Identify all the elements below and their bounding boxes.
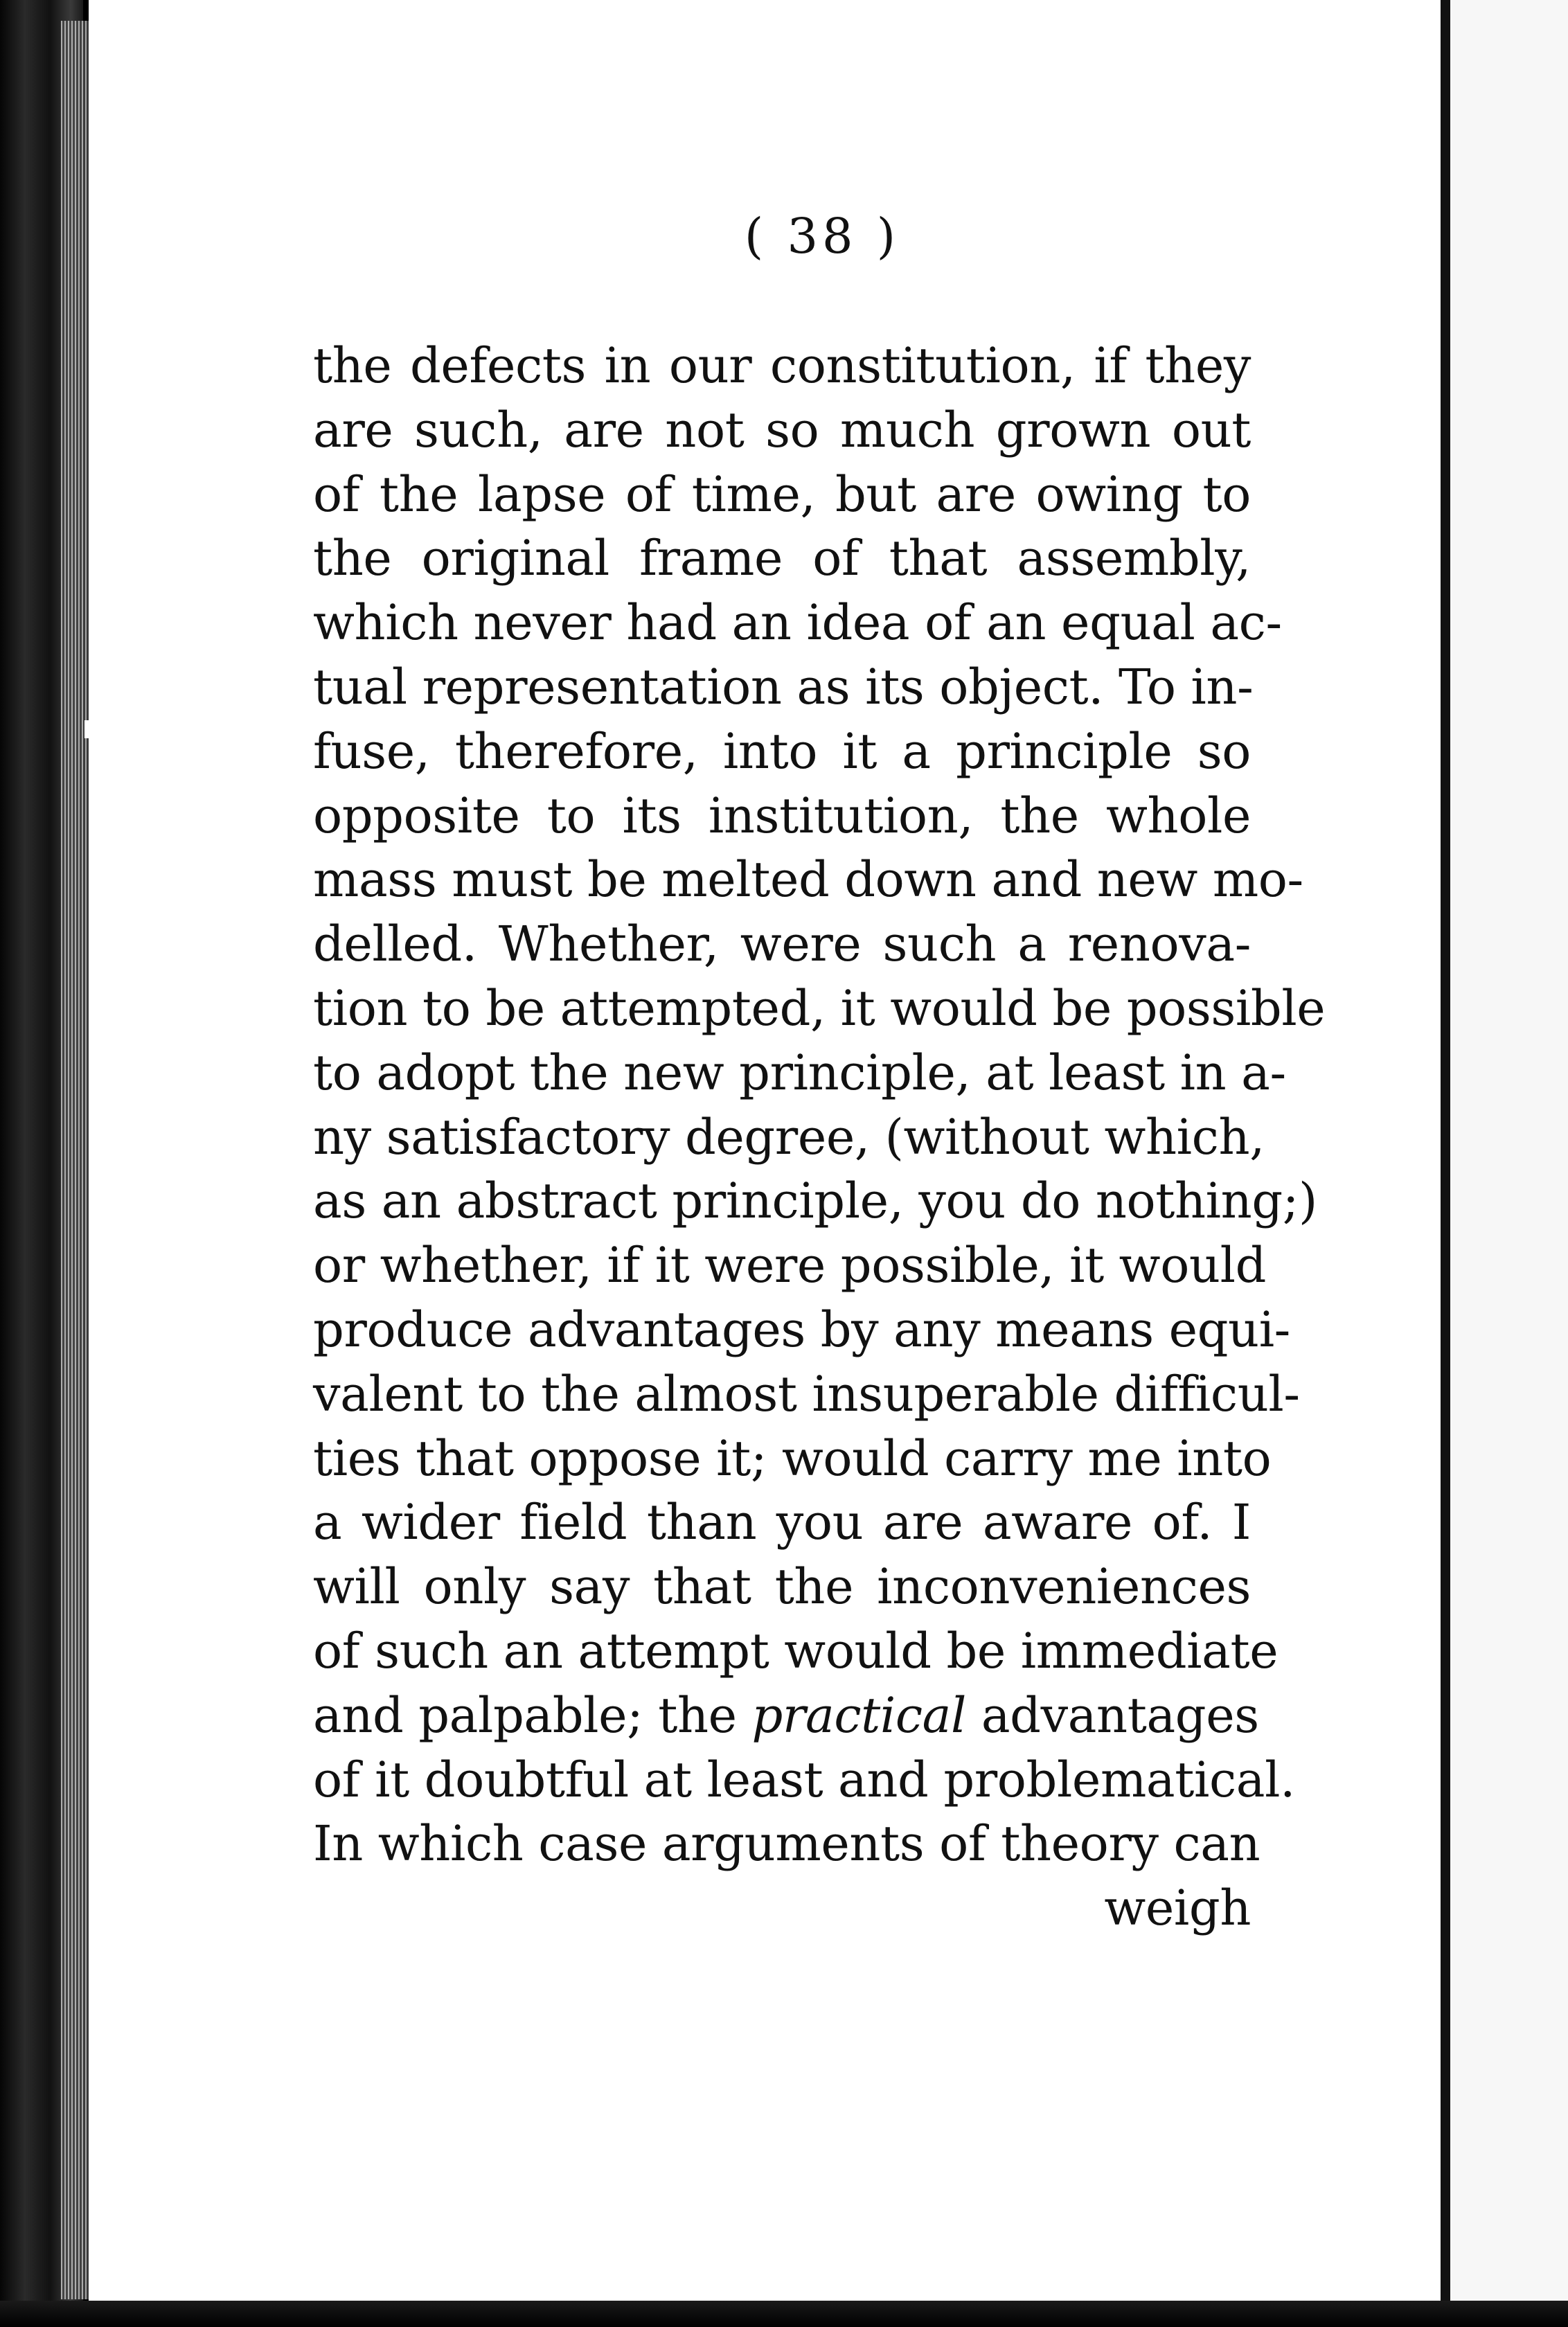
page-number <box>0 208 1568 265</box>
text-line: ties that oppose it; would carry me into <box>313 1429 1272 1487</box>
text-line: of the lapse of time, but are owing to <box>313 465 1251 523</box>
text-line: the original frame of that assembly, <box>313 530 1251 587</box>
text-line: or whether, if it were possible, it would <box>313 1237 1267 1294</box>
text-line: of it doubtful at least and problematical. <box>313 1751 1295 1808</box>
text-line: of such an attempt would be immediate <box>313 1622 1279 1679</box>
text-line: valent to the almost insuperable difficul- <box>313 1365 1300 1423</box>
body-text <box>313 334 1326 1941</box>
text-line: produce advantages by any means equi- <box>313 1301 1290 1358</box>
text-line: will only say that the inconveniences <box>313 1558 1251 1616</box>
text-line: are such, are not so much grown out <box>313 401 1251 458</box>
page-stack-edges <box>61 21 89 2299</box>
text-line: tual representation as its object. To in- <box>313 658 1254 715</box>
facing-page-edge <box>1450 0 1568 2313</box>
page-bottom-edge <box>0 2301 1568 2327</box>
text-line: fuse, therefore, into it a principle so <box>313 722 1251 780</box>
text-line: as an abstract principle, you do nothing;) <box>313 1173 1317 1230</box>
text-line: ny satisfactory degree, (without which, <box>313 1108 1265 1166</box>
catchword: weigh <box>1104 1880 1251 1937</box>
scan-speck <box>84 720 90 738</box>
text-segment: and palpable; the <box>313 1686 737 1744</box>
page-gutter <box>1441 0 1450 2313</box>
text-line: opposite to its institution, the whole <box>313 787 1251 844</box>
page-number-text: ( 38 ) <box>744 208 900 265</box>
text-segment: advantages <box>981 1686 1259 1744</box>
italic-word: practical <box>751 1686 966 1744</box>
text-line-mixed <box>313 1684 1259 1748</box>
text-line: delled. Whether, were such a renova- <box>313 916 1251 973</box>
text-line: to adopt the new principle, at least in a- <box>313 1044 1286 1101</box>
text-line: mass must be melted down and new mo- <box>313 851 1303 909</box>
text-line: tion to be attempted, it would be possible <box>313 979 1326 1037</box>
text-line: which never had an idea of an equal ac- <box>313 594 1282 652</box>
text-line: a wider field than you are aware of. I <box>313 1494 1251 1551</box>
text-line: In which case arguments of theory can <box>313 1815 1260 1873</box>
text-line: the defects in our constitution, if they <box>313 337 1251 394</box>
